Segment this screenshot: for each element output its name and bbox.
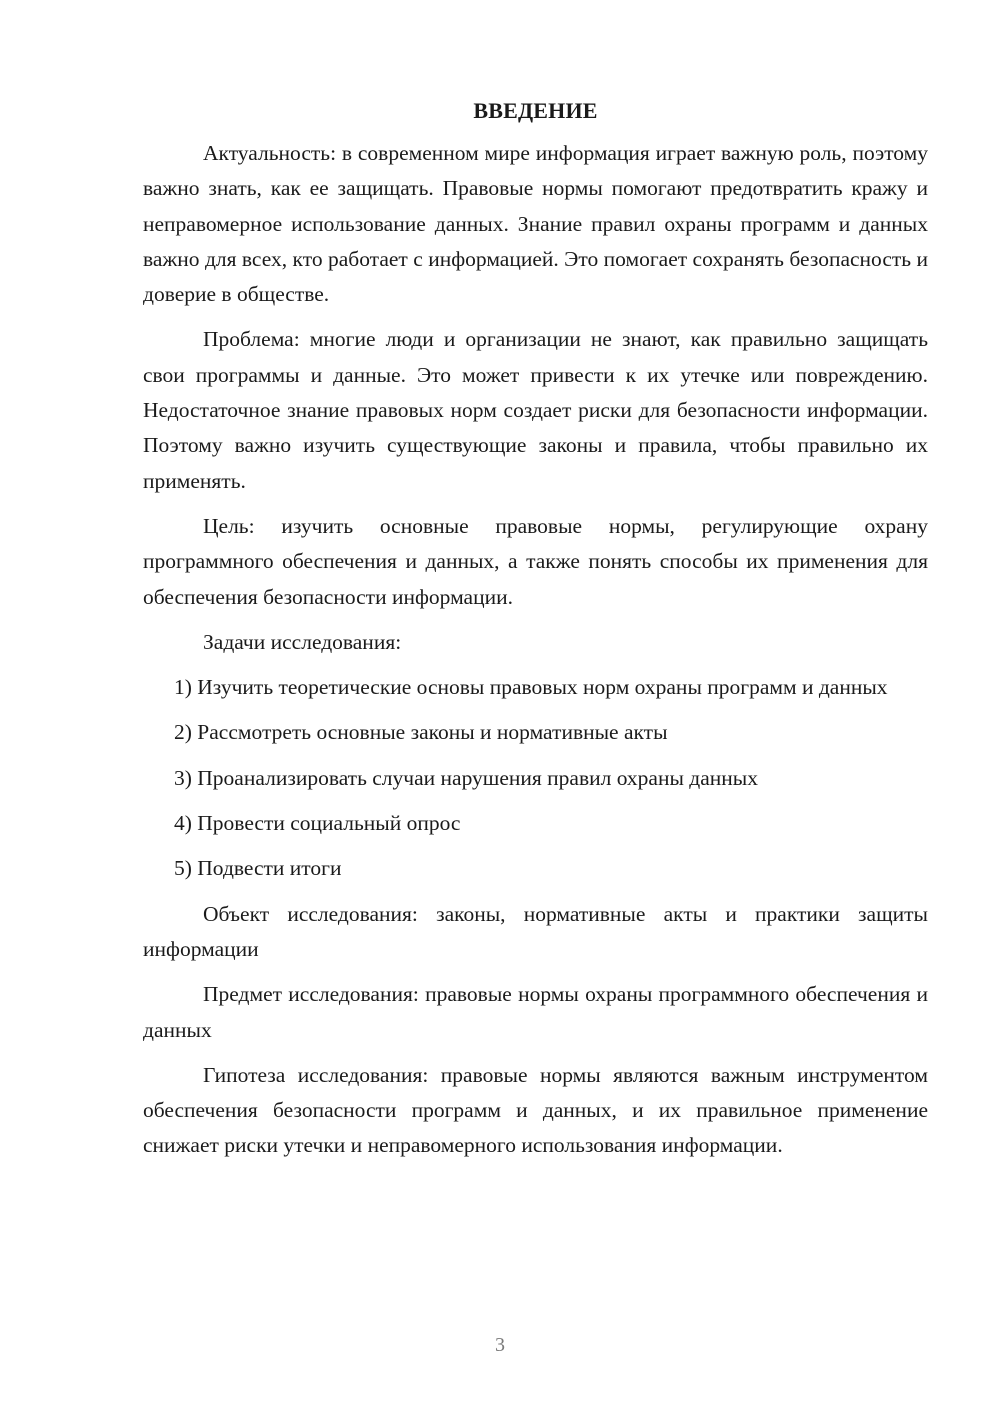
page-number: 3 [495,1334,505,1356]
task-item-5: 5) Подвести итоги [174,856,342,881]
task-item-3: 3) Проанализировать случаи нарушения правил охраны данных [174,765,758,790]
paragraph-relevance: Актуальность: в современном мире информация играет важную роль, поэтому важно знать, как ее защищать. Правовые нормы помогают предотвратить кражу и неправомерное использование данных. Знание правил охраны программ и данных важно для всех, кто работает с информацией. Это помогает сохранять безопасность и доверие в обществе. [143,141,928,307]
paragraph-goal: Цель: изучить основные правовые нормы, регулирующие охрану программного обеспечения и данных, а также понять способы их применения для обеспечения безопасности информации. [143,513,928,609]
task-item-2: 2) Рассмотреть основные законы и нормативные акты [174,720,668,745]
page-content [143,96,928,1174]
tasks-heading: Задачи исследования: [203,629,402,654]
paragraph-hypothesis: Гипотеза исследования: правовые нормы являются важным инструментом обеспечения безопасности программ и данных, и их правильное применение снижает риски утечки и неправомерного использования информации. [143,1062,928,1158]
task-item-4: 4) Провести социальный опрос [174,811,461,836]
section-title: ВВЕДЕНИЕ [473,98,598,123]
paragraph-problem: Проблема: многие люди и организации не знают, как правильно защищать свои программы и данные. Это может привести к их утечке или повреждению. Недостаточное знание правовых норм создает риски для безопасности информации. Поэтому важно изучить существующие законы и правила, чтобы правильно их применять. [143,327,928,493]
paragraph-object: Объект исследования: законы, нормативные акты и практики защиты информации [143,901,928,961]
task-item-1: 1) Изучить теоретические основы правовых норм охраны программ и данных [174,675,888,700]
paragraph-subject: Предмет исследования: правовые нормы охраны программного обеспечения и данных [143,982,928,1042]
